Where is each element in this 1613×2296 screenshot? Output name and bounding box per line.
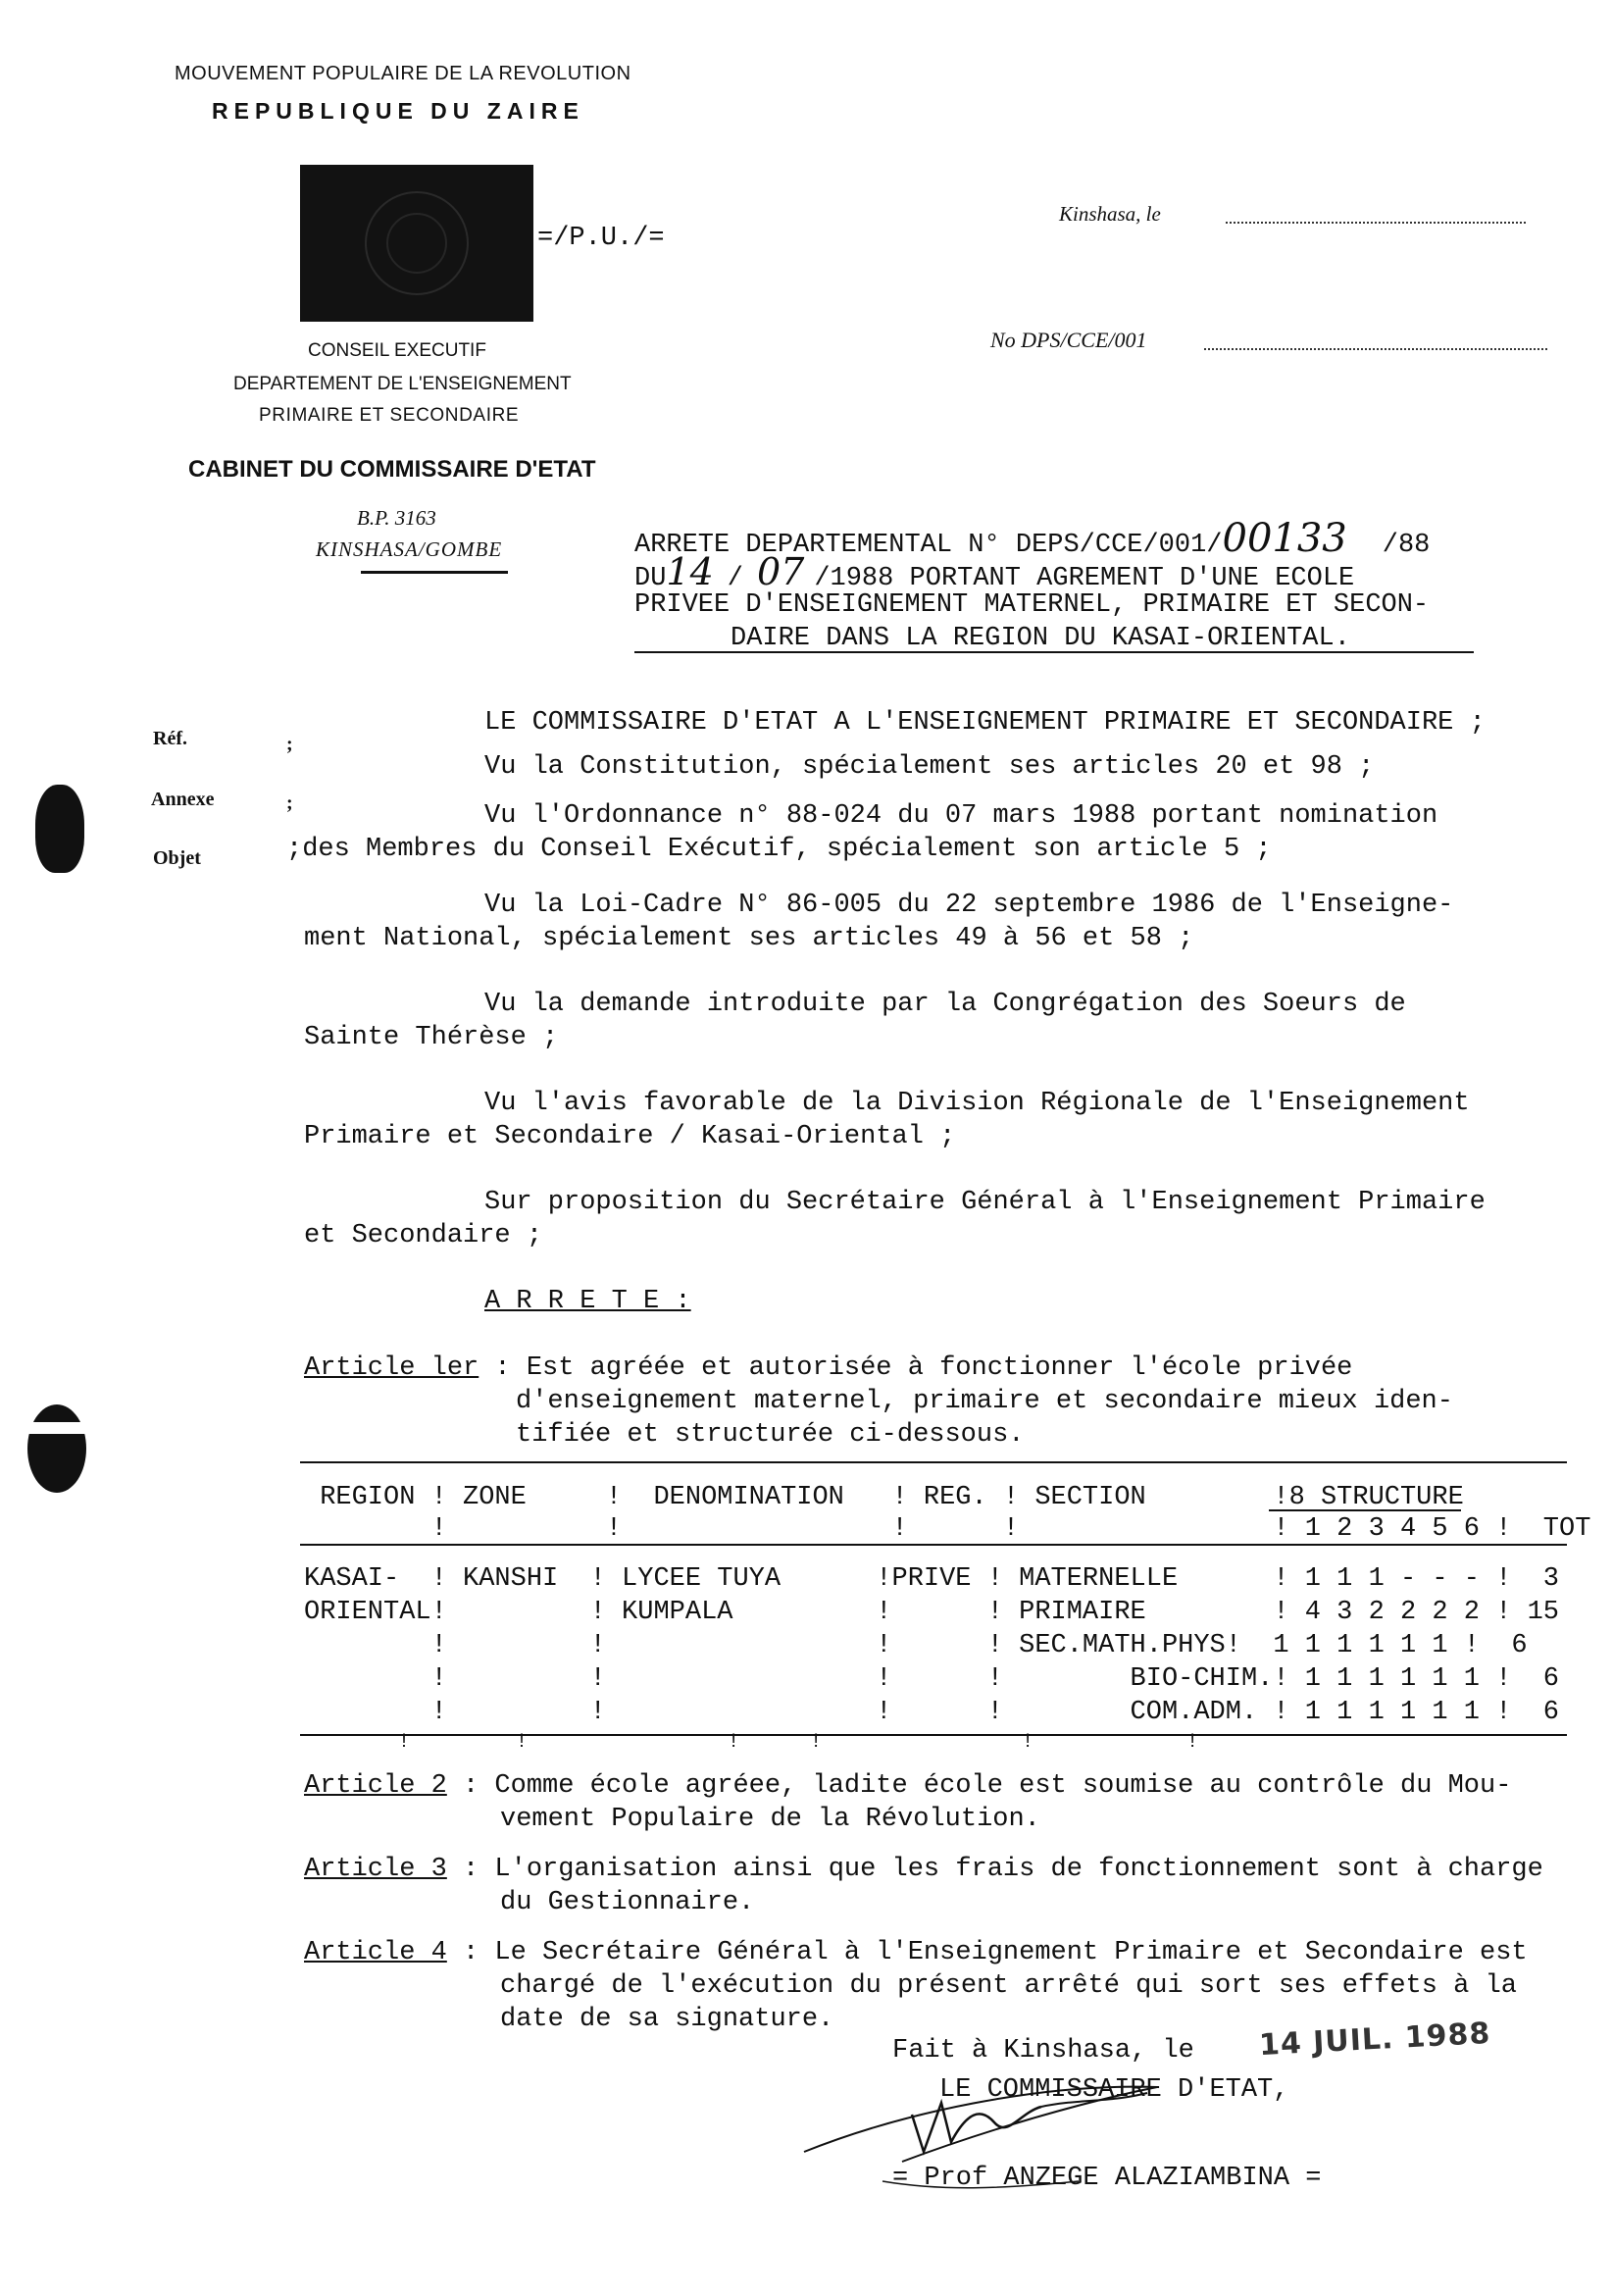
body-line-12: et Secondaire ; <box>304 1221 543 1250</box>
body-line-3: Vu l'Ordonnance n° 88-024 du 07 mars 1988 portant nomination <box>484 801 1438 831</box>
punch-hole-bottom-gap <box>27 1422 86 1434</box>
article-2-line-2: vement Populaire de la Révolution. <box>500 1805 1040 1834</box>
table-structure-underline <box>1269 1509 1461 1511</box>
body-line-1: LE COMMISSAIRE D'ETAT A L'ENSEIGNEMENT PRIMAIRE ET SECONDAIRE ; <box>484 708 1486 738</box>
number-dotted-line <box>1204 348 1547 350</box>
article-4-line-3: date de sa signature. <box>500 2005 834 2034</box>
body-line-4: ;des Membres du Conseil Exécutif, spécialement son article 5 ; <box>286 835 1272 864</box>
annexe-sep: ; <box>286 792 293 814</box>
body-line-2: Vu la Constitution, spécialement ses articles 20 et 98 ; <box>484 752 1375 782</box>
article-1-line-2: d'enseignement maternel, primaire et secondaire mieux iden- <box>516 1387 1453 1416</box>
header-cabinet: CABINET DU COMMISSAIRE D'ETAT <box>188 456 596 483</box>
table-header-row-1: REGION ! ZONE ! DENOMINATION ! REG. ! SECTION !8 STRUCTURE <box>304 1483 1464 1512</box>
article-1-label: Article ler <box>304 1353 479 1383</box>
emblem-icon <box>300 165 533 322</box>
article-3-line-1: Article 3 : L'organisation ainsi que les frais de fonctionnement sont à charge <box>304 1855 1543 1884</box>
article-4-line-2: chargé de l'exécution du présent arrêté qui sort ses effets à la <box>500 1971 1517 2001</box>
article-3-label: Article 3 <box>304 1855 447 1884</box>
body-line-9: Vu l'avis favorable de la Division Régionale de l'Enseignement <box>484 1089 1470 1118</box>
handwritten-month: 07 <box>756 550 805 593</box>
decree-title-line1: ARRETE DEPARTEMENTAL N° DEPS/CCE/001/00133 /88 <box>634 516 1431 561</box>
body-line-6: ment National, spécialement ses articles 49 à 56 et 58 ; <box>304 924 1194 953</box>
header-movement: MOUVEMENT POPULAIRE DE LA REVOLUTION <box>175 63 631 84</box>
table-footer-ticks: ! ! ! ! ! ! <box>304 1731 1199 1754</box>
header-republic: REPUBLIQUE DU ZAIRE <box>212 98 584 124</box>
table-row: KASAI- ! KANSHI ! LYCEE TUYA !PRIVE ! MATERNELLE ! 1 1 1 - - - ! 3 <box>304 1564 1560 1594</box>
handwritten-day: 14 <box>666 550 714 593</box>
header-department: DEPARTEMENT DE L'ENSEIGNEMENT <box>233 374 572 394</box>
handwritten-decree-number: 00133 <box>1222 516 1347 561</box>
signature-role: LE COMMISSAIRE D'ETAT, <box>939 2075 1289 2105</box>
table-row: ORIENTAL! ! KUMPALA ! ! PRIMAIRE ! 4 3 2 2 2 2 ! 15 <box>304 1598 1560 1627</box>
table-row: ! ! ! ! BIO-CHIM.! 1 1 1 1 1 1 ! 6 <box>304 1664 1560 1694</box>
body-line-10: Primaire et Secondaire / Kasai-Oriental ; <box>304 1122 956 1151</box>
table-top-rule <box>300 1461 1567 1463</box>
decree-title-line3: PRIVEE D'ENSEIGNEMENT MATERNEL, PRIMAIRE ET SECON- <box>634 590 1430 620</box>
body-line-11: Sur proposition du Secrétaire Général à l'Enseignement Primaire <box>484 1188 1486 1217</box>
punch-hole-top <box>35 785 84 873</box>
punch-hole-bottom <box>27 1404 86 1493</box>
article-1-line-1: Article ler : Est agréée et autorisée à fonctionner l'école privée <box>304 1353 1353 1383</box>
body-line-8: Sainte Thérèse ; <box>304 1023 559 1052</box>
header-level: PRIMAIRE ET SECONDAIRE <box>259 405 520 426</box>
signature-done-at: Fait à Kinshasa, le <box>892 2036 1194 2066</box>
table-row: ! ! ! ! COM.ADM. ! 1 1 1 1 1 1 ! 6 <box>304 1698 1560 1727</box>
date-stamp: 14 JUIL. 1988 <box>1258 2015 1492 2064</box>
arrete-heading: A R R E T E : <box>484 1287 691 1316</box>
signatory-name: = Prof ANZEGE ALAZIAMBINA = <box>892 2164 1322 2193</box>
place-date-label: Kinshasa, le <box>1059 202 1161 226</box>
reference-number: No DPS/CCE/001 <box>990 328 1147 352</box>
table-header-row-2: ! ! ! ! ! 1 2 3 4 5 6 ! TOT <box>304 1514 1591 1544</box>
header-council: CONSEIL EXECUTIF <box>308 340 486 361</box>
article-2-line-1: Article 2 : Comme école agréee, ladite école est soumise au contrôle du Mou- <box>304 1771 1512 1801</box>
ref-label: Réf. <box>153 728 187 749</box>
annexe-label: Annexe <box>151 789 215 810</box>
decree-title-line2: DU14 / 07 /1988 PORTANT AGREMENT D'UNE ECOLE <box>634 550 1355 593</box>
article-4-label: Article 4 <box>304 1938 447 1967</box>
header-pu: =/P.U./= <box>537 224 665 253</box>
objet-label: Objet <box>153 847 201 869</box>
article-1-line-3: tifiée et structurée ci-dessous. <box>516 1420 1025 1450</box>
article-2-label: Article 2 <box>304 1771 447 1801</box>
header-city-rule <box>361 571 508 574</box>
decree-title-line4: DAIRE DANS LA REGION DU KASAI-ORIENTAL. <box>731 624 1350 653</box>
title-underline <box>634 651 1474 653</box>
article-3-line-2: du Gestionnaire. <box>500 1888 755 1917</box>
header-city: KINSHASA/GOMBE <box>316 537 503 561</box>
ref-sep: ; <box>286 734 293 755</box>
emblem-redaction <box>300 165 533 322</box>
article-4-line-1: Article 4 : Le Secrétaire Général à l'Enseignement Primaire et Secondaire est <box>304 1938 1528 1967</box>
header-bp: B.P. 3163 <box>357 506 436 530</box>
body-line-7: Vu la demande introduite par la Congrégation des Soeurs de <box>484 990 1406 1019</box>
date-dotted-line <box>1226 222 1526 224</box>
table-row: ! ! ! ! SEC.MATH.PHYS! 1 1 1 1 1 1 ! 6 <box>304 1631 1528 1660</box>
table-header-rule <box>300 1544 1567 1546</box>
body-line-5: Vu la Loi-Cadre N° 86-005 du 22 septembre 1986 de l'Enseigne- <box>484 891 1454 920</box>
